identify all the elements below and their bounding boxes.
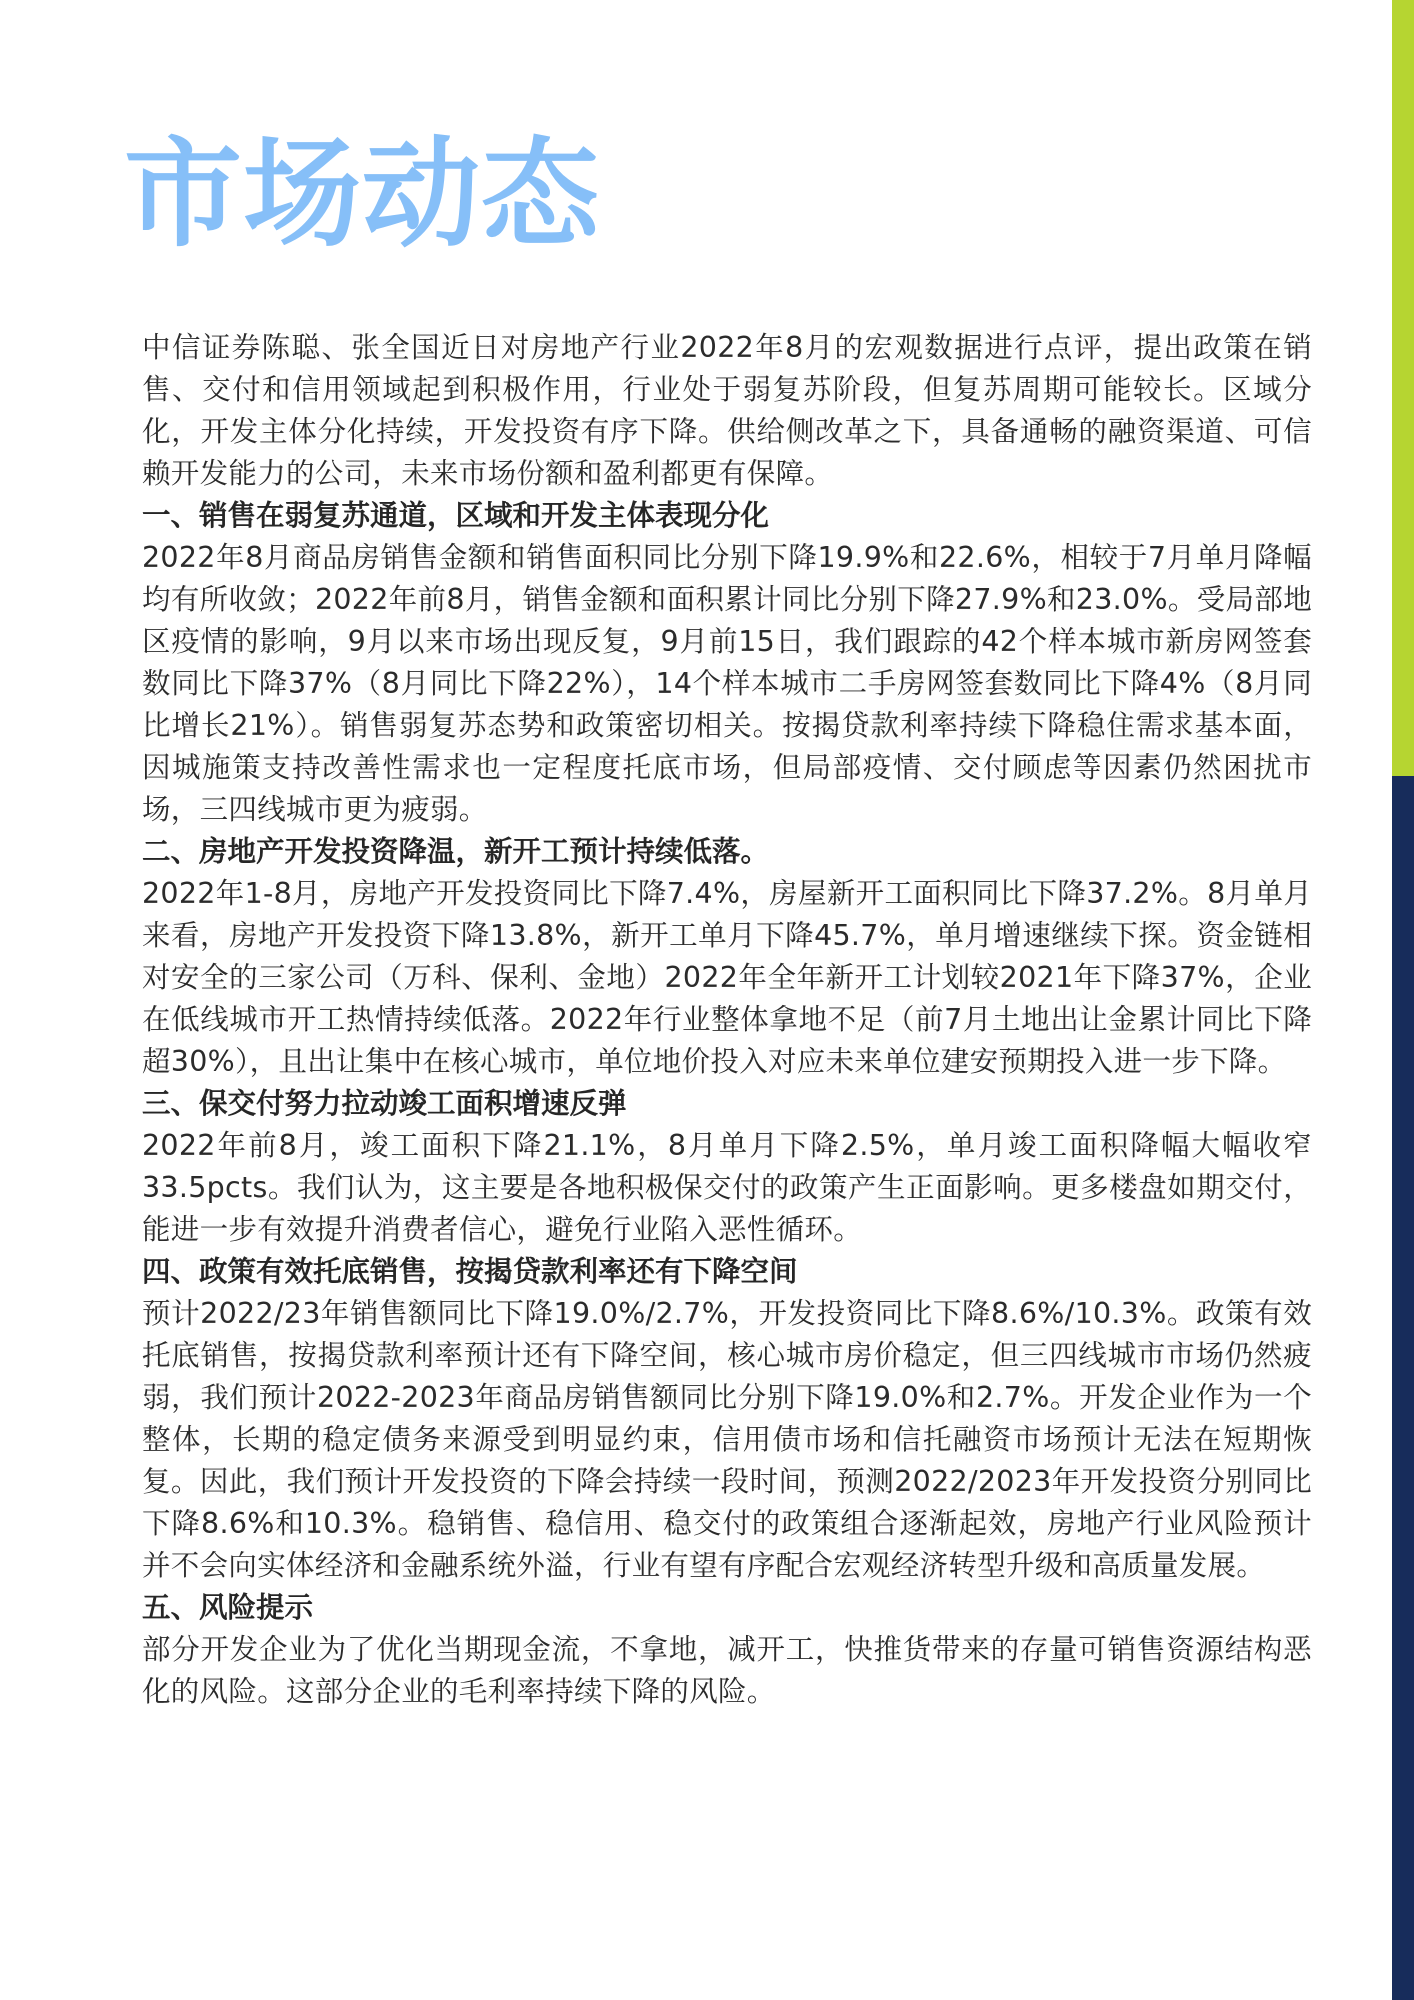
section-body-1: 2022年8月商品房销售金额和销售面积同比分别下降19.9%和22.6%，相较于7月单月降幅均有所收敛；2022年前8月，销售金额和面积累计同比分别下降27.9%和23.0%。受局部地区疫情的影响，9月以来市场出现反复，9月前15日，我们跟踪的42个样本城市新房网签套数同比下降37%（8月同比下降22%），14个样本城市二手房网签套数同比下降4%（8月同比增长21%）。销售弱复苏态势和政策密切相关。按揭贷款利率持续下降稳住需求基本面，因城施策支持改善性需求也一定程度托底市场，但局部疫情、交付顾虑等因素仍然困扰市场，三四线城市更为疲弱。 bbox=[142, 541, 1312, 826]
section-body-4: 预计2022/23年销售额同比下降19.0%/2.7%，开发投资同比下降8.6%/10.3%。政策有效托底销售，按揭贷款利率预计还有下降空间，核心城市房价稳定，但三四线城市市场仍然疲弱，我们预计2022-2023年商品房销售额同比分别下降19.0%和2.7%。开发企业作为一个整体，长期的稳定债务来源受到明显约束，信用债市场和信托融资市场预计无法在短期恢复。因此，我们预计开发投资的下降会持续一段时间，预测2022/2023年开发投资分别同比下降8.6%和10.3%。稳销售、稳信用、稳交付的政策组合逐渐起效，房地产行业风险预计并不会向实体经济和金融系统外溢，行业有望有序配合宏观经济转型升级和高质量发展。 bbox=[142, 1297, 1312, 1582]
accent-bar-green bbox=[1392, 0, 1414, 776]
article-body bbox=[142, 327, 1312, 1713]
intro-paragraph: 中信证券陈聪、张全国近日对房地产行业2022年8月的宏观数据进行点评，提出政策在销售、交付和信用领域起到积极作用，行业处于弱复苏阶段，但复苏周期可能较长。区域分化，开发主体分化持续，开发投资有序下降。供给侧改革之下，具备通畅的融资渠道、可信赖开发能力的公司，未来市场份额和盈利都更有保障。 bbox=[142, 331, 1312, 490]
section-heading-2: 二、房地产开发投资降温，新开工预计持续低落。 bbox=[142, 835, 770, 868]
section-body-5: 部分开发企业为了优化当期现金流，不拿地，减开工，快推货带来的存量可销售资源结构恶化的风险。这部分企业的毛利率持续下降的风险。 bbox=[142, 1633, 1312, 1708]
section-body-3: 2022年前8月，竣工面积下降21.1%，8月单月下降2.5%，单月竣工面积降幅大幅收窄33.5pcts。我们认为，这主要是各地积极保交付的政策产生正面影响。更多楼盘如期交付，能进一步有效提升消费者信心，避免行业陷入恶性循环。 bbox=[142, 1129, 1312, 1246]
page-title: 市场动态 bbox=[124, 125, 601, 263]
section-heading-5: 五、风险提示 bbox=[142, 1591, 314, 1624]
accent-bar-navy bbox=[1392, 776, 1414, 2000]
section-body-2: 2022年1-8月，房地产开发投资同比下降7.4%，房屋新开工面积同比下降37.2%。8月单月来看，房地产开发投资下降13.8%，新开工单月下降45.7%，单月增速继续下探。资金链相对安全的三家公司（万科、保利、金地）2022年全年新开工计划较2021年下降37%，企业在低线城市开工热情持续低落。2022年行业整体拿地不足（前7月土地出让金累计同比下降超30%），且出让集中在核心城市，单位地价投入对应未来单位建安预期投入进一步下降。 bbox=[142, 877, 1312, 1078]
section-heading-4: 四、政策有效托底销售，按揭贷款利率还有下降空间 bbox=[142, 1255, 798, 1288]
section-heading-3: 三、保交付努力拉动竣工面积增速反弹 bbox=[142, 1087, 627, 1120]
section-heading-1: 一、销售在弱复苏通道，区域和开发主体表现分化 bbox=[142, 499, 770, 532]
